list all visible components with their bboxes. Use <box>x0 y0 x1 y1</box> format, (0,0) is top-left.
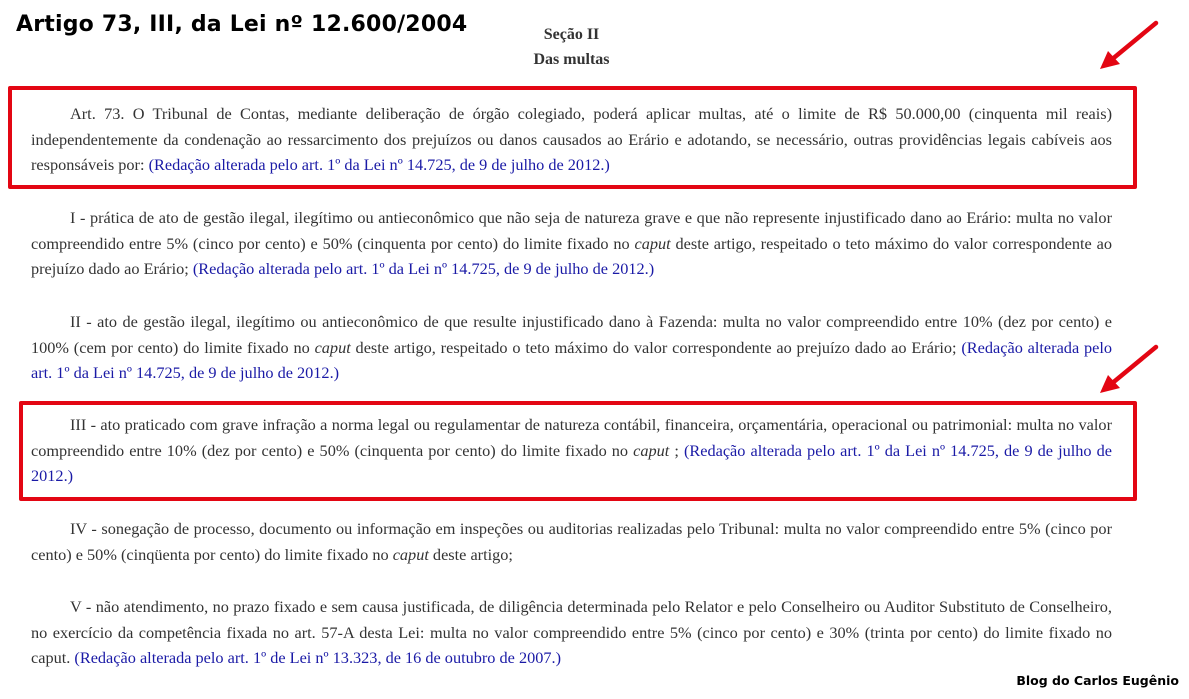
caput-term: caput <box>392 544 429 564</box>
paragraph-text: II - ato de gestão ilegal, ilegítimo ou antieconômico de que resulte injustificado dano à Fazenda: multa no valor compreendido entre 10% (dez por cento) e 100% (cem por cento) do limite fixado no <box>31 312 1112 357</box>
paragraph-text: I - prática de ato de gestão ilegal, ilegítimo ou antieconômico que não seja de natureza grave e que não represente injustificado dano ao Erário: multa no valor compreendido entre 5% (cinco por cento) e 50% (cinquenta por cento) do limite fixado no <box>31 208 1112 253</box>
paragraph-text: III - ato praticado com grave infração a norma legal ou regulamentar de natureza contábil, financeira, orçamentária, operacional ou patrimonial: multa no valor compreendido entre 10% (dez por cento) e 50% (cinquenta por cento) do limite fixado no <box>31 415 1112 460</box>
red-arrow-icon <box>1096 342 1162 396</box>
overlay-title: Artigo 73, III, da Lei nº 12.600/2004 <box>16 12 468 37</box>
paragraph-text-after: deste artigo, respeitado o teto máximo do valor correspondente ao prejuízo dado ao Erário; <box>350 337 962 357</box>
caput-term: caput <box>634 233 671 253</box>
paragraph-text: V - não atendimento, no prazo fixado e sem causa justificada, de diligência determinada pelo Relator e pelo Conselheiro ou Auditor Substituto de Conselheiro, no exercício da competência fixada no art. 57-A desta Lei: multa no valor compreendido entre 5% (cinco por cento) e 30% (trinta por cento) do limite fixado no caput. <box>31 597 1112 667</box>
amendment-note: (Redação alterada pelo art. 1º da Lei nº 14.725, de 9 de julho de 2012.) <box>31 337 1113 382</box>
caput-term: caput <box>314 337 351 357</box>
caput-term: caput <box>633 440 670 460</box>
amendment-note: (Redação alterada pelo art. 1º de Lei nº 13.323, de 16 de outubro de 2007.) <box>74 648 562 667</box>
paragraph-text-after: ; <box>669 440 684 460</box>
section-number: Seção II <box>543 26 600 43</box>
article-73-item-iv <box>31 516 1112 567</box>
paragraph-text: Art. 73. O Tribunal de Contas, mediante deliberação de órgão colegiado, poderá aplicar multas, até o limite de R$ 50.000,00 (cinquenta mil reais) independentemente da condenação ao ressarcimento dos prejuízos ou danos causados ao Erário e adotando, se necessário, outras providências legais cabíveis aos responsáveis por: <box>31 104 1112 174</box>
blog-watermark: Blog do Carlos Eugênio <box>1016 673 1179 688</box>
amendment-note: (Redação alterada pelo art. 1º da Lei nº 14.725, de 9 de julho de 2012.) <box>192 259 655 278</box>
highlight-box-item-iii <box>19 401 1137 501</box>
paragraph-text-after: deste artigo; <box>428 544 513 564</box>
amendment-note: (Redação alterada pelo art. 1º da Lei nº 14.725, de 9 de julho de 2012.) <box>31 440 1112 485</box>
article-73-item-v <box>31 594 1112 671</box>
paragraph-text-after: deste artigo, respeitado o teto máximo do valor correspondente ao prejuízo dado ao Erário; <box>31 233 1112 278</box>
article-73-item-i <box>31 205 1112 282</box>
article-73-item-ii <box>31 309 1112 386</box>
paragraph-text: IV - sonegação de processo, documento ou informação em inspeções ou auditorias realizadas pelo Tribunal: multa no valor compreendido entre 5% (cinco por cento) e 50% (cinqüenta por cento) do limite fixado no <box>31 519 1112 564</box>
highlight-box-article-73 <box>8 86 1137 189</box>
section-title: Das multas <box>533 51 610 68</box>
amendment-note: (Redação alterada pelo art. 1º da Lei nº 14.725, de 9 de julho de 2012.) <box>148 155 610 174</box>
red-arrow-icon <box>1096 18 1162 72</box>
